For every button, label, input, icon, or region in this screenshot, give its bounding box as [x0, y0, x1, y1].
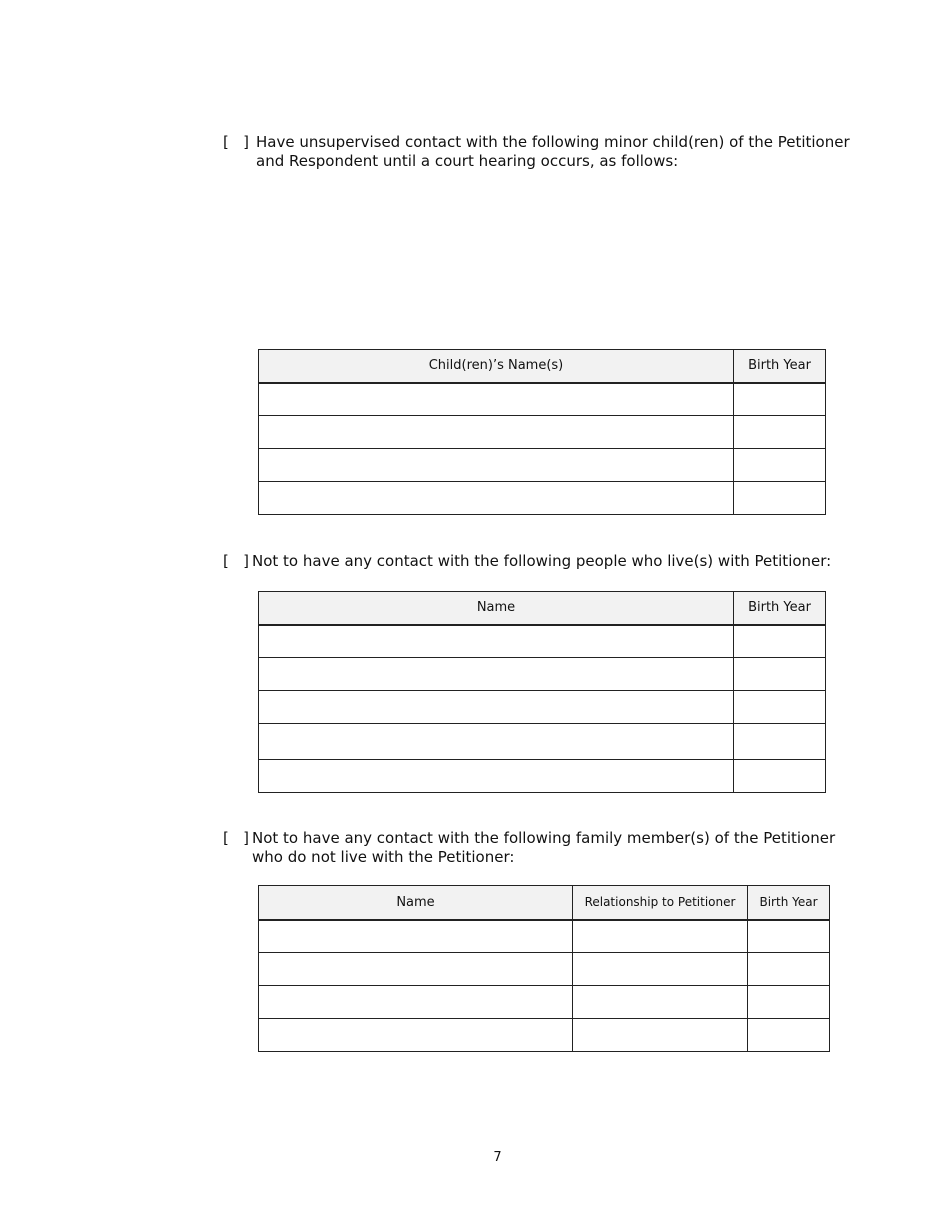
- family-contact-text: Not to have any contact with the following family member(s) of the Petitioner who do not live with the Petitioner:: [252, 829, 836, 866]
- table-row: [259, 625, 826, 658]
- table-row: [259, 1019, 830, 1052]
- family-table: [258, 885, 830, 1052]
- family-name-cell[interactable]: [259, 1019, 573, 1052]
- family-name-cell[interactable]: [259, 953, 573, 986]
- child-birth-year-cell[interactable]: [734, 383, 826, 416]
- family-name-cell[interactable]: [259, 986, 573, 1019]
- table-row: [259, 691, 826, 724]
- household-contact-option: [223, 552, 863, 571]
- table-row: [259, 658, 826, 691]
- table-row: [259, 724, 826, 760]
- table-row: [259, 920, 830, 953]
- household-birth-year-cell[interactable]: [734, 625, 826, 658]
- household-birth-year-cell[interactable]: [734, 658, 826, 691]
- table-row: [259, 760, 826, 793]
- children-name-header: Child(ren)’s Name(s): [259, 350, 734, 383]
- child-name-cell[interactable]: [259, 416, 734, 449]
- child-birth-year-cell[interactable]: [734, 449, 826, 482]
- child-name-cell[interactable]: [259, 383, 734, 416]
- household-name-cell[interactable]: [259, 724, 734, 760]
- family-contact-checkbox[interactable]: [ ]: [223, 829, 250, 847]
- household-table: [258, 591, 826, 793]
- family-relationship-cell[interactable]: [573, 986, 748, 1019]
- table-row: [259, 416, 826, 449]
- page-number: 7: [493, 1150, 502, 1165]
- family-birth-year-header: Birth Year: [748, 886, 830, 920]
- family-relationship-header: Relationship to Petitioner: [573, 886, 748, 920]
- table-row: [259, 449, 826, 482]
- family-relationship-cell[interactable]: [573, 920, 748, 953]
- household-name-header: Name: [259, 592, 734, 625]
- household-contact-checkbox[interactable]: [ ]: [223, 552, 250, 570]
- family-contact-option: [223, 829, 863, 867]
- household-birth-year-cell[interactable]: [734, 691, 826, 724]
- family-name-cell[interactable]: [259, 920, 573, 953]
- table-row: [259, 482, 826, 515]
- family-relationship-cell[interactable]: [573, 953, 748, 986]
- family-birth-year-cell[interactable]: [748, 1019, 830, 1052]
- table-row: [259, 953, 830, 986]
- children-contact-text: Have unsupervised contact with the following minor child(ren) of the Petitioner and Respondent until a court hearing occurs, as follows:: [256, 133, 850, 170]
- household-contact-text: Not to have any contact with the following people who live(s) with Petitioner:: [252, 552, 832, 570]
- household-name-cell[interactable]: [259, 658, 734, 691]
- child-birth-year-cell[interactable]: [734, 482, 826, 515]
- children-contact-checkbox[interactable]: [ ]: [223, 133, 250, 151]
- household-birth-year-cell[interactable]: [734, 724, 826, 760]
- child-name-cell[interactable]: [259, 449, 734, 482]
- family-name-header: Name: [259, 886, 573, 920]
- child-birth-year-cell[interactable]: [734, 416, 826, 449]
- household-name-cell[interactable]: [259, 625, 734, 658]
- children-contact-option: [223, 133, 863, 171]
- household-birth-year-cell[interactable]: [734, 760, 826, 793]
- family-birth-year-cell[interactable]: [748, 986, 830, 1019]
- children-table: [258, 349, 826, 515]
- family-birth-year-cell[interactable]: [748, 920, 830, 953]
- household-name-cell[interactable]: [259, 691, 734, 724]
- household-birth-year-header: Birth Year: [734, 592, 826, 625]
- child-name-cell[interactable]: [259, 482, 734, 515]
- household-name-cell[interactable]: [259, 760, 734, 793]
- family-relationship-cell[interactable]: [573, 1019, 748, 1052]
- table-row: [259, 383, 826, 416]
- table-row: [259, 986, 830, 1019]
- children-birth-year-header: Birth Year: [734, 350, 826, 383]
- family-birth-year-cell[interactable]: [748, 953, 830, 986]
